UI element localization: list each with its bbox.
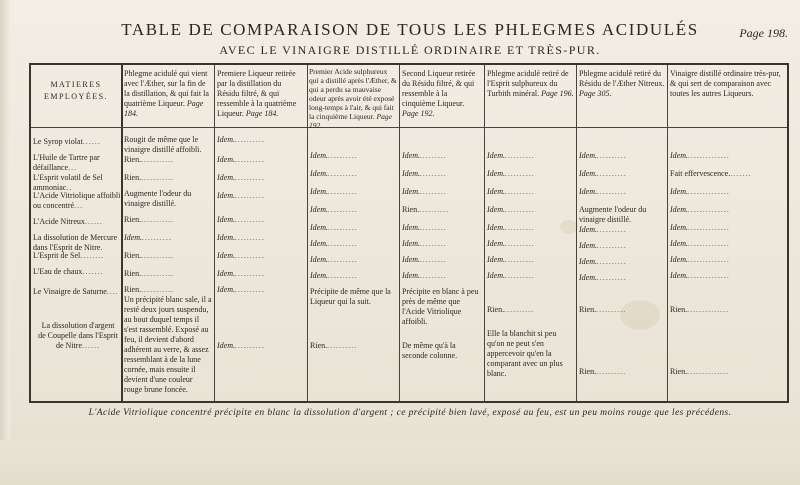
material-row-4: L'Acide Vitriolique affoibli ou concentré... [33, 191, 121, 210]
header-col-6-page: Page 305. [579, 89, 612, 98]
cell-c3-r9: Précipite de même que la Liqueur qui la suit. [310, 287, 391, 306]
cell-c6-r7: Idem........... [579, 257, 627, 266]
material-row-1: Le Syrop violat...... [33, 137, 101, 146]
cell-text: Rien. [124, 269, 142, 278]
cell-c3-r2: Idem........... [310, 169, 358, 178]
page-fold-shadow [0, 0, 10, 485]
table-title: TABLE DE COMPARAISON DE TOUS LES PHLEGMES ACIDULÉS [121, 20, 699, 39]
cell-text: Idem. [579, 257, 597, 266]
cell-text: Rien. [487, 305, 505, 314]
cell-text: Idem. [487, 205, 505, 214]
cell-text: Idem. [402, 255, 420, 264]
cell-c1-r6: Idem........... [124, 233, 172, 242]
header-col-2-page: Page 184. [245, 109, 279, 118]
cell-text: Idem. [487, 239, 505, 248]
cell-text: Idem. [670, 205, 688, 214]
cell-c2-r6: Idem........... [217, 233, 265, 242]
column-divider [214, 65, 215, 401]
cell-text: Idem. [310, 151, 328, 160]
cell-text: Idem. [217, 285, 235, 294]
cell-text: Idem. [310, 271, 328, 280]
cell-text: Idem. [217, 269, 235, 278]
cell-c3-r6: Idem........... [310, 239, 358, 248]
cell-c5-r7: Idem........... [487, 255, 535, 264]
header-rule [31, 127, 787, 128]
cell-c7-r9: Rien............... [670, 305, 730, 314]
cell-c3-r3: Idem........... [310, 187, 358, 196]
cell-c1-r2: Rien............ [124, 155, 175, 164]
table-subtitle: AVEC LE VINAIGRE DISTILLÉ ORDINAIRE ET TRÈS-PUR. [219, 43, 601, 57]
cell-c2-r8: Idem........... [217, 269, 265, 278]
column-divider [121, 65, 123, 401]
cell-text: Idem. [579, 273, 597, 282]
cell-c6-r5: Idem........... [579, 225, 627, 234]
header-col-5-text: Phlegme acidulé retiré de l'Esprit sulphureux du Turbith minéral. [487, 69, 569, 98]
cell-c1-r7: Rien............ [124, 251, 175, 260]
material-row-8: L'Eau de chaux....... [33, 267, 104, 276]
header-col-6 [579, 69, 665, 99]
cell-c7-r7: Idem............... [670, 255, 730, 264]
cell-text: Idem. [579, 151, 597, 160]
cell-c1-r8: Rien............ [124, 269, 175, 278]
cell-text: Idem. [124, 233, 142, 242]
cell-c1-r5: Rien............ [124, 215, 175, 224]
cell-text: Idem. [402, 151, 420, 160]
cell-c7-r2: Fait effervescence........ [670, 169, 752, 178]
material-label: L'Acide Nitreux [33, 217, 85, 226]
cell-text: Idem. [579, 241, 597, 250]
header-col-3-page: Page 192. [309, 112, 392, 130]
cell-text: Rien. [670, 367, 688, 376]
cell-text: Idem. [487, 223, 505, 232]
header-col-3-text: Premier Acide sulphureux qui a distillé après l'Æther, & qui a perdu sa mauvaise odeur après avoir été exposé long-temps à l'air, & qui fait la cinquième Liqueur. [309, 67, 397, 121]
cell-text: Idem. [670, 239, 688, 248]
cell-c3-r5: Idem........... [310, 223, 358, 232]
cell-text: Idem. [310, 255, 328, 264]
cell-text: Rien. [402, 205, 420, 214]
cell-text: Idem. [217, 173, 235, 182]
header-col-4-text: Second Liqueur retirée du Résidu filtré, & qui ressemble à la cinquième Liqueur. [402, 69, 476, 108]
page-margin [0, 440, 800, 485]
cell-c6-r9: Rien........... [579, 305, 627, 314]
cell-text: Rien. [124, 155, 142, 164]
cell-c1-r9: Rien............ [124, 285, 175, 294]
cell-c1-r1: Rougit de même que le vinaigre distillé affoibli. [124, 135, 202, 154]
cell-text: Idem. [402, 187, 420, 196]
cell-text: Idem. [402, 223, 420, 232]
cell-c6-r3: Idem........... [579, 187, 627, 196]
cell-c4-r10: De même qu'à la seconde colonne. [402, 341, 458, 360]
cell-text: Idem. [310, 187, 328, 196]
header-col-7: Vinaigre distillé ordinaire très-pur, & qui sert de comparaison avec toutes les autres Liqueurs. [670, 69, 781, 98]
cell-text: Idem. [402, 169, 420, 178]
cell-text: Idem. [217, 251, 235, 260]
cell-c2-r9: Idem........... [217, 285, 265, 294]
cell-text: Idem. [217, 191, 235, 200]
cell-c4-r6: Idem.......... [402, 239, 447, 248]
material-label: La dissolution d'argent de Coupelle dans l'Esprit de Nitre [38, 321, 118, 350]
footnote: L'Acide Vitriolique concentré précipite en blanc la dissolution d'argent ; ce précipité bien lavé, exposé au feu, est un peu moins rouge que les précédens. [88, 408, 732, 418]
cell-text: Rien. [124, 251, 142, 260]
cell-c2-r7: Idem........... [217, 251, 265, 260]
material-row-9: Le Vinaigre de Saturne.... [33, 287, 119, 296]
material-label: La dissolution de Mercure dans l'Esprit de Nitre [33, 233, 118, 252]
cell-c1-r10: Un précipité blanc sale, il a resté deux jours suspendu, au bout duquel temps il s'est rassemblé. Exposé au feu, il devient d'abord adhérent au verre, & assez ressemblant à de la lune cornée, mais ensuite il devient d'une couleur rouge brune foncée. [124, 295, 212, 394]
cell-text: Idem. [487, 271, 505, 280]
cell-text: Idem. [310, 223, 328, 232]
header-col-3 [309, 67, 397, 130]
cell-text: Idem. [310, 205, 328, 214]
cell-c5-r2: Idem........... [487, 169, 535, 178]
cell-c5-r8: Idem........... [487, 271, 535, 280]
header-col-4-page: Page 192. [402, 109, 435, 118]
material-row-7: L'Esprit de Sel........ [33, 251, 105, 260]
cell-c5-r3: Idem........... [487, 187, 535, 196]
cell-c6-r1: Idem........... [579, 151, 627, 160]
cell-text: Rien. [124, 285, 142, 294]
cell-text: Idem. [670, 255, 688, 264]
cell-c3-r10: Rien........... [310, 341, 358, 350]
header-col-2 [217, 69, 305, 119]
cell-text: Idem. [670, 187, 688, 196]
cell-text: Fait effervescence. [670, 169, 731, 178]
cell-c5-r4: Idem........... [487, 205, 535, 214]
cell-text: Idem. [487, 169, 505, 178]
cell-c7-r5: Idem............... [670, 223, 730, 232]
cell-c7-r10: Rien............... [670, 367, 730, 376]
cell-c6-r10: Rien........... [579, 367, 627, 376]
cell-c1-r4: Augmente l'odeur du vinaigre distillé. [124, 189, 192, 208]
cell-c7-r4: Idem............... [670, 205, 730, 214]
material-row-5: L'Acide Nitreux...... [33, 217, 103, 226]
material-label: L'Esprit de Sel [33, 251, 81, 260]
cell-c5-r6: Idem........... [487, 239, 535, 248]
cell-c5-r10: Elle la blanchit si peu qu'on ne peut s'en appercevoir qu'en la comparant avec un plus blanc. [487, 329, 563, 378]
cell-text: Idem. [670, 223, 688, 232]
cell-text: Idem. [579, 187, 597, 196]
material-row-10: La dissolution d'argent de Coupelle dans l'Esprit de Nitre...... [38, 321, 118, 350]
cell-text: Idem. [487, 151, 505, 160]
cell-c6-r6: Idem........... [579, 241, 627, 250]
cell-c6-r2: Idem........... [579, 169, 627, 178]
cell-text: Rien. [579, 367, 597, 376]
column-divider [307, 65, 308, 401]
cell-c7-r1: Idem............... [670, 151, 730, 160]
cell-text: Idem. [310, 169, 328, 178]
cell-text: Idem. [579, 225, 597, 234]
column-divider [399, 65, 400, 401]
cell-c4-r5: Idem.......... [402, 223, 447, 232]
cell-text: Rien. [579, 305, 597, 314]
cell-c2-r10: Idem........... [217, 341, 265, 350]
cell-c4-r9: Précipite en blanc à peu près de même que l'Acide Vitriolique affoibli. [402, 287, 479, 326]
header-col-5 [487, 69, 574, 99]
cell-c3-r1: Idem........... [310, 151, 358, 160]
cell-text: Idem. [217, 341, 235, 350]
header-col-1-text: Phlegme acidulé qui vient avec l'Æther, sur la fin de la distillation, & qui fait la quatrième Liqueur. [124, 69, 209, 108]
cell-c4-r8: Idem.......... [402, 271, 447, 280]
material-label: L'Huile de Tartre par défaillance [33, 153, 100, 172]
material-row-2: L'Huile de Tartre par défaillance... [33, 153, 100, 172]
cell-text: Idem. [402, 239, 420, 248]
column-divider [484, 65, 485, 401]
cell-text: Idem. [670, 271, 688, 280]
cell-c3-r7: Idem........... [310, 255, 358, 264]
cell-text: Rien. [124, 173, 142, 182]
cell-text: Idem. [310, 239, 328, 248]
cell-text: Idem. [402, 271, 420, 280]
header-col-4 [402, 69, 482, 119]
cell-c4-r1: Idem.......... [402, 151, 447, 160]
cell-text: Rien. [124, 215, 142, 224]
cell-c7-r8: Idem............... [670, 271, 730, 280]
cell-c6-r4: Augmente l'odeur du vinaigre distillé. [579, 205, 647, 224]
cell-c5-r5: Idem........... [487, 223, 535, 232]
header-col-6-text: Phlegme acidulé retiré du Résidu de l'Æther Nitreux. [579, 69, 665, 88]
cell-c7-r6: Idem............... [670, 239, 730, 248]
cell-c3-r8: Idem........... [310, 271, 358, 280]
header-col-1-page: Page 184. [124, 99, 204, 118]
material-label: L'Eau de chaux [33, 267, 83, 276]
document-header [30, 18, 790, 64]
material-label: L'Acide Vitriolique affoibli ou concentré [33, 191, 121, 210]
material-label: Le Vinaigre de Saturne [33, 287, 107, 296]
cell-text: Idem. [487, 187, 505, 196]
cell-text: Idem. [217, 215, 235, 224]
cell-text: Idem. [670, 151, 688, 160]
cell-c5-r9: Rien........... [487, 305, 535, 314]
page-number: Page 198. [739, 26, 788, 40]
cell-c5-r1: Idem........... [487, 151, 535, 160]
cell-c2-r3: Idem........... [217, 173, 265, 182]
cell-c6-r8: Idem........... [579, 273, 627, 282]
cell-text: Idem. [217, 233, 235, 242]
material-label: Le Syrop violat [33, 137, 83, 146]
cell-text: Rien. [670, 305, 688, 314]
cell-text: Idem. [487, 255, 505, 264]
cell-c4-r3: Idem.......... [402, 187, 447, 196]
cell-text: Idem. [217, 135, 235, 144]
material-label: L'Esprit volatil de Sel ammoniac [33, 173, 103, 192]
cell-c3-r4: Idem........... [310, 205, 358, 214]
cell-c7-r3: Idem............... [670, 187, 730, 196]
cell-c2-r1: Idem........... [217, 135, 265, 144]
cell-c1-r3: Rien............ [124, 173, 175, 182]
header-col-5-page: Page 196. [541, 89, 574, 98]
column-divider [576, 65, 577, 401]
material-row-3: L'Esprit volatil de Sel ammoniac.. [33, 173, 103, 192]
cell-text: Rien. [310, 341, 328, 350]
comparison-table [29, 63, 789, 403]
header-col-1 [124, 69, 212, 119]
cell-c4-r7: Idem.......... [402, 255, 447, 264]
material-row-6: La dissolution de Mercure dans l'Esprit de Nitre. [33, 233, 118, 252]
header-col-2-text: Premiere Liqueur retirée par la distillation du Résidu filtré, & qui ressemble à la quatrième Liqueur. [217, 69, 297, 118]
cell-text: Idem. [579, 169, 597, 178]
cell-text: Idem. [217, 155, 235, 164]
cell-c4-r4: Rien........... [402, 205, 450, 214]
cell-c4-r2: Idem.......... [402, 169, 447, 178]
header-matieres: MATIERES EMPLOYÉES. [43, 80, 109, 101]
cell-c2-r2: Idem........... [217, 155, 265, 164]
cell-c2-r4: Idem........... [217, 191, 265, 200]
cell-c2-r5: Idem........... [217, 215, 265, 224]
column-divider [667, 65, 668, 401]
